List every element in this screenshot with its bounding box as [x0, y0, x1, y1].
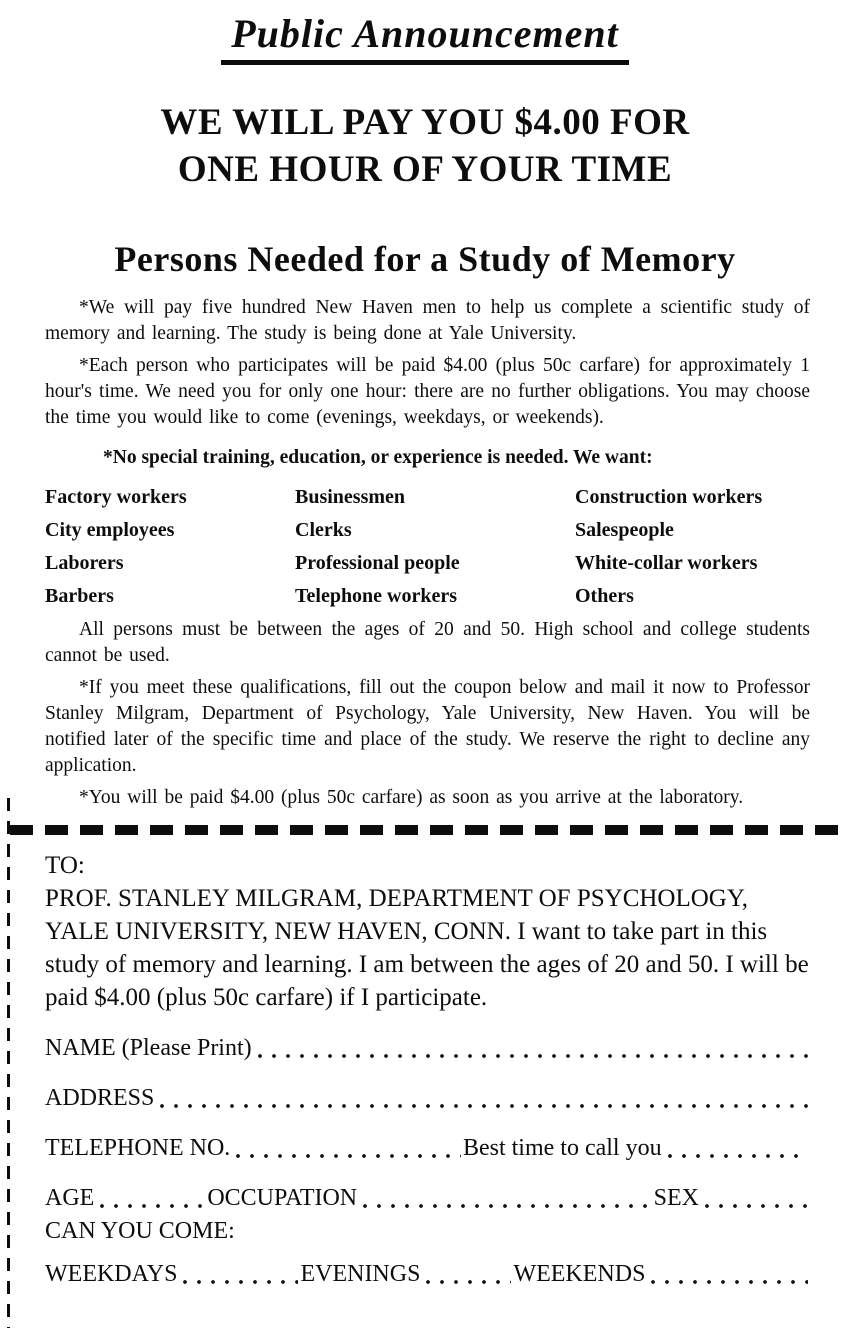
occupation-label: OCCUPATION	[207, 1185, 358, 1211]
weekends-label: WEEKENDS	[513, 1261, 646, 1287]
occupation-item: Laborers	[45, 552, 124, 574]
coupon-left-edge-line	[7, 798, 10, 1328]
paragraph-ages: All persons must be between the ages of 20 and 50. High school and college students cannot be used.	[45, 619, 810, 666]
weekdays-blank-line	[183, 1280, 298, 1284]
can-you-come-label: CAN YOU COME:	[45, 1218, 235, 1244]
coupon-address: PROF. STANLEY MILGRAM, DEPARTMENT OF PSYCHOLOGY, YALE UNIVERSITY, NEW HAVEN, CONN. I want to take part in this study of memory and learning. I am between the ages of 20 and 50. I will be paid $4.00 (plus 50c carfare) if I participate.	[45, 885, 809, 1011]
occupation-item: Telephone workers	[295, 585, 458, 607]
best-time-blank-line	[668, 1154, 808, 1158]
occupation-item: Others	[575, 585, 634, 607]
occupation-blank-line	[363, 1204, 651, 1208]
address-label: ADDRESS	[45, 1085, 155, 1111]
form-row-availability	[45, 1259, 810, 1290]
weekends-blank-line	[651, 1280, 808, 1284]
form-row-name	[45, 1033, 810, 1064]
telephone-blank-line	[236, 1154, 461, 1158]
to-label: TO:	[45, 852, 85, 879]
want-line: *No special training, education, or experience is needed. We want:	[103, 447, 653, 468]
title-wrap	[0, 0, 850, 65]
headline	[0, 99, 850, 193]
page-title: Public Announcement	[221, 12, 629, 65]
paragraph-pay: *We will pay five hundred New Haven men to help us complete a scientific study of memory and learning. The study is being done at Yale University.	[45, 297, 810, 344]
occupation-item: Professional people	[295, 552, 460, 574]
evenings-blank-line	[426, 1280, 511, 1284]
telephone-label: TELEPHONE NO.	[45, 1135, 231, 1161]
sex-label: SEX	[653, 1185, 699, 1211]
sex-blank-line	[705, 1204, 808, 1208]
evenings-label: EVENINGS	[300, 1261, 421, 1287]
occupation-item: Construction workers	[575, 486, 763, 508]
occupation-item: Factory workers	[45, 486, 187, 508]
headline-line1: WE WILL PAY YOU $4.00 FOR	[160, 102, 690, 143]
occupations-list	[45, 481, 810, 613]
name-blank-line	[258, 1054, 808, 1058]
weekdays-label: WEEKDAYS	[45, 1261, 178, 1287]
occupation-item: Barbers	[45, 585, 114, 607]
form-row-telephone	[45, 1133, 810, 1164]
form-row-age-occupation-sex	[45, 1183, 810, 1214]
occupation-item: Salespeople	[575, 519, 674, 541]
occupation-item: City employees	[45, 519, 175, 541]
age-label: AGE	[45, 1185, 95, 1211]
occupation-item: Businessmen	[295, 486, 406, 508]
paragraph-paid-on-arrival: *You will be paid $4.00 (plus 50c carfare) as soon as you arrive at the laboratory.	[79, 787, 744, 808]
cut-dashed-line	[10, 825, 850, 835]
subtitle: Persons Needed for a Study of Memory	[114, 239, 736, 279]
form-row-can-you-come	[45, 1216, 810, 1247]
best-time-label: Best time to call you	[462, 1135, 662, 1161]
form-row-address	[45, 1083, 810, 1114]
coupon	[0, 849, 850, 1290]
body-text	[0, 295, 850, 811]
paragraph-each-person: *Each person who participates will be paid $4.00 (plus 50c carfare) for approximately 1 hour's time. We need you for only one hour: there are no further obligations. You may choose the time you would like to come (evenings, weekdays, or weekends).	[45, 355, 810, 428]
age-blank-line	[100, 1204, 205, 1208]
name-label: NAME (Please Print)	[45, 1035, 252, 1061]
address-blank-line	[160, 1104, 808, 1108]
headline-line2: ONE HOUR OF YOUR TIME	[177, 149, 673, 190]
paragraph-qualifications: *If you meet these qualifications, fill out the coupon below and mail it now to Professor Stanley Milgram, Department of Psychology, Yale University, New Haven. You will be notified later of the specific time and place of the study. We reserve the right to decline any application.	[45, 677, 810, 776]
occupation-item: White-collar workers	[575, 552, 758, 574]
occupation-item: Clerks	[295, 519, 352, 541]
